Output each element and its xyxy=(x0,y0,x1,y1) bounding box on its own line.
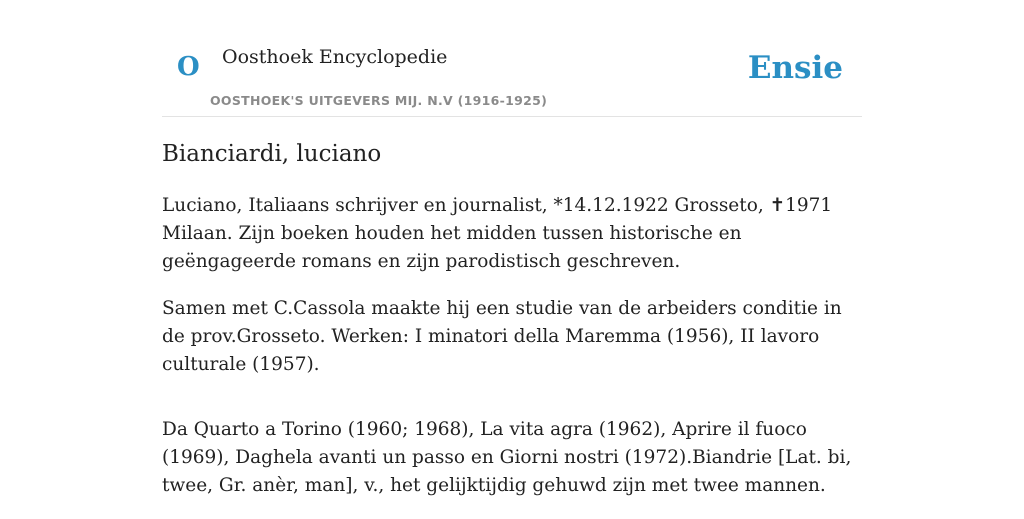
article-paragraph: Samen met C.Cassola maakte hij een studie van de arbeiders conditie in de prov.Grosseto. Werken: I minatori della Maremma (1956), II lavoro culturale (1957). xyxy=(162,298,842,375)
publication-title[interactable]: Oosthoek Encyclopedie xyxy=(222,46,448,68)
page xyxy=(162,0,862,496)
article-body xyxy=(162,192,862,519)
publisher-subtitle: OOSTHOEK'S UITGEVERS MIJ. N.V (1916-1925) xyxy=(210,93,548,108)
ensie-logo[interactable]: Ensie xyxy=(747,50,843,86)
article-title: Bianciardi, luciano xyxy=(162,141,382,167)
oosthoek-logo[interactable]: O xyxy=(177,52,200,82)
site-header xyxy=(162,0,862,117)
article-paragraph: Da Quarto a Torino (1960; 1968), La vita agra (1962), Aprire il fuoco (1969), Daghela avanti un passo en Giorni nostri (1972).Biandrie [Lat. bi, twee, Gr. anèr, man], v., het gelijktijdig gehuwd zijn met twee mannen. xyxy=(162,419,852,496)
article-paragraph: Luciano, Italiaans schrijver en journalist, *14.12.1922 Grosseto, ✝1971 Milaan. Zijn boeken houden het midden tussen historische en geëngageerde romans en zijn parodistisch geschreven. xyxy=(162,195,833,272)
